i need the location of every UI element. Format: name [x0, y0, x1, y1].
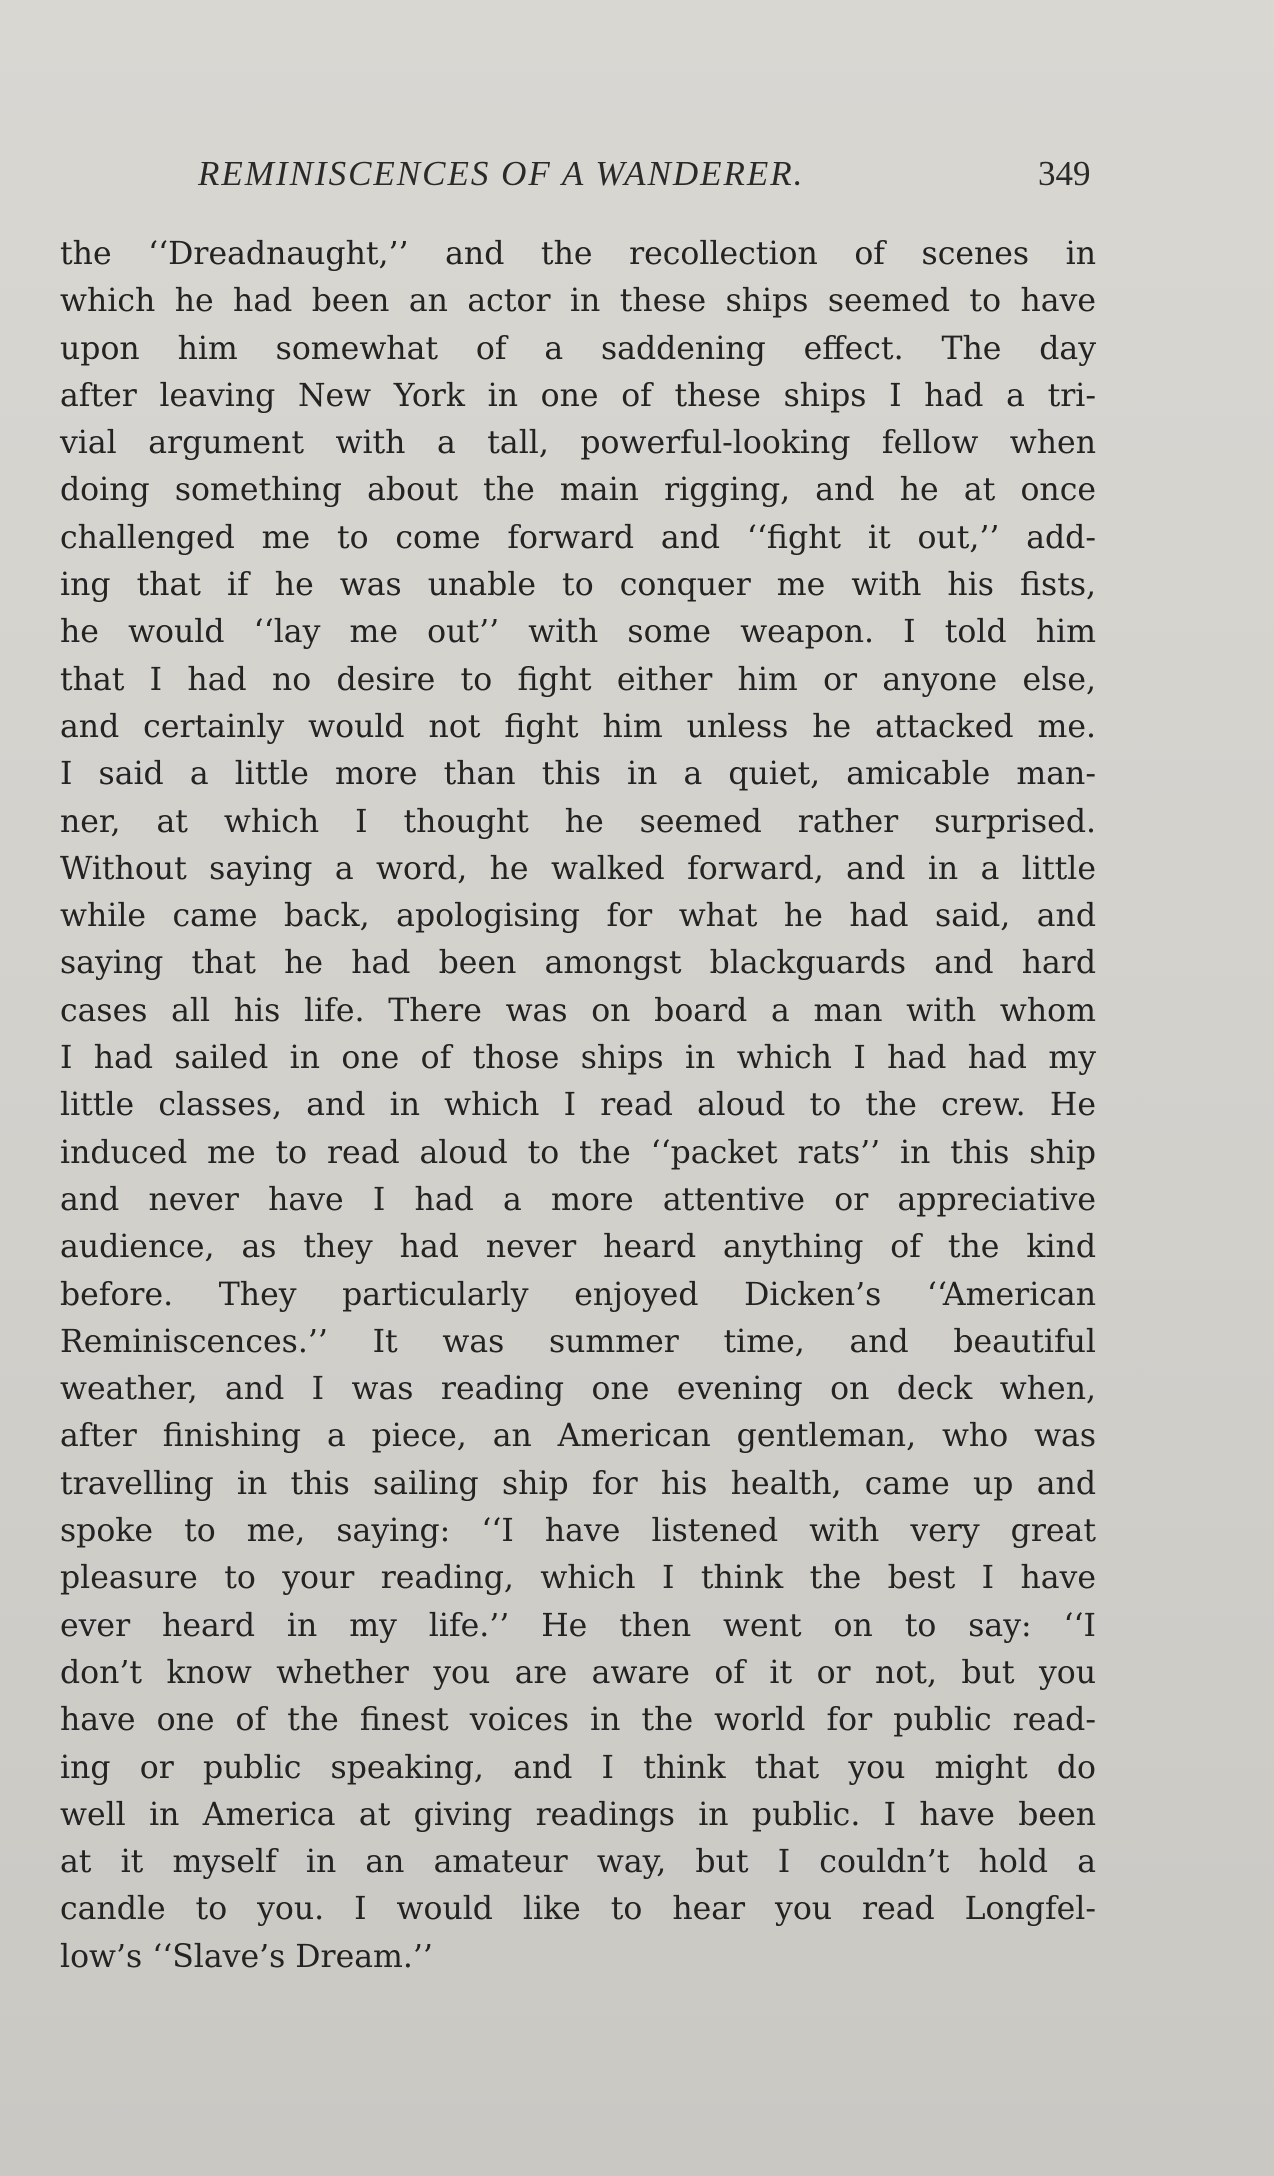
text-line: spoke to me, saying: ‘‘I have listened with very great	[60, 1513, 1096, 1550]
text-line: Reminiscences.’’ It was summer time, and beautiful	[60, 1323, 1096, 1360]
text-line: weather, and I was reading one evening on deck when,	[60, 1371, 1096, 1408]
text-line: while came back, apologising for what he had said, and	[60, 898, 1096, 935]
text-line: candle to you. I would like to hear you read Longfel-	[60, 1891, 1096, 1928]
text-line: induced me to read aloud to the ‘‘packet rats’’ in this ship	[60, 1134, 1096, 1171]
text-line: after leaving New York in one of these ships I had a tri-	[60, 377, 1096, 414]
text-line: ner, at which I thought he seemed rather surprised.	[60, 803, 1096, 840]
text-line: I had sailed in one of those ships in which I had had my	[60, 1040, 1096, 1077]
text-line: little classes, and in which I read aloud to the crew. He	[60, 1087, 1096, 1124]
text-line: that I had no desire to fight either him or anyone else,	[60, 661, 1096, 698]
text-line: at it myself in an amateur way, but I couldn’t hold a	[60, 1844, 1096, 1881]
text-line: ing or public speaking, and I think that you might do	[60, 1749, 1096, 1786]
running-title: REMINISCENCES OF A WANDERER.	[198, 154, 805, 193]
text-line: upon him somewhat of a saddening effect. The day	[60, 330, 1096, 367]
text-line: and certainly would not fight him unless he attacked me.	[60, 708, 1096, 745]
text-line: which he had been an actor in these ships seemed to have	[60, 283, 1096, 320]
text-line: vial argument with a tall, powerful-looking fellow when	[60, 425, 1096, 462]
text-line: low’s ‘‘Slave’s Dream.’’	[60, 1938, 433, 1975]
text-line: before. They particularly enjoyed Dicken’s ‘‘American	[60, 1276, 1096, 1313]
text-line: I said a little more than this in a quiet, amicable man-	[60, 756, 1096, 793]
text-line: have one of the finest voices in the world for public read-	[60, 1702, 1096, 1739]
text-line: ever heard in my life.’’ He then went on to say: ‘‘I	[60, 1607, 1096, 1644]
text-line: and never have I had a more attentive or appreciative	[60, 1181, 1096, 1218]
text-line: Without saying a word, he walked forward, and in a little	[60, 850, 1096, 887]
text-line: don’t know whether you are aware of it or not, but you	[60, 1654, 1096, 1691]
text-line: he would ‘‘lay me out’’ with some weapon. I told him	[60, 614, 1096, 651]
body-text	[60, 231, 1096, 1981]
text-line: saying that he had been amongst blackguards and hard	[60, 945, 1096, 982]
text-line: cases all his life. There was on board a man with whom	[60, 992, 1096, 1029]
page-number: 349	[1038, 154, 1091, 193]
text-line: challenged me to come forward and ‘‘fight it out,’’ add-	[60, 519, 1096, 556]
text-line: travelling in this sailing ship for his health, came up and	[60, 1465, 1096, 1502]
text-line: the ‘‘Dreadnaught,’’ and the recollection of scenes in	[60, 236, 1096, 272]
text-line: ing that if he was unable to conquer me with his fists,	[60, 567, 1096, 604]
text-line: doing something about the main rigging, and he at once	[60, 472, 1096, 509]
text-line: pleasure to your reading, which I think the best I have	[60, 1560, 1096, 1597]
text-line: audience, as they had never heard anything of the kind	[60, 1229, 1096, 1266]
text-line: well in America at giving readings in public. I have been	[60, 1796, 1096, 1833]
text-line: after finishing a piece, an American gentleman, who was	[60, 1418, 1096, 1455]
